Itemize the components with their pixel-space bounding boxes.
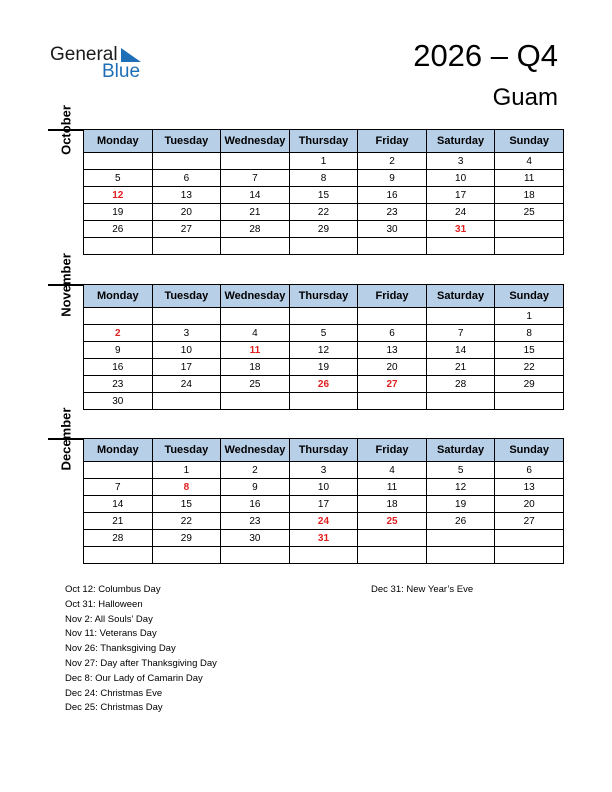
day-cell: 31 (289, 530, 358, 547)
holiday-note: Dec 31: New Year’s Eve (371, 584, 474, 595)
day-cell: 27 (358, 376, 427, 393)
day-cell (84, 153, 153, 170)
day-cell (221, 308, 290, 325)
day-cell (358, 308, 427, 325)
day-cell: 9 (358, 170, 427, 187)
day-cell: 30 (84, 393, 153, 410)
day-cell (84, 462, 153, 479)
day-cell: 23 (221, 513, 290, 530)
week-row (84, 462, 564, 479)
weekday-header: Sunday (495, 439, 564, 462)
day-cell: 13 (152, 187, 221, 204)
day-cell: 30 (221, 530, 290, 547)
day-cell: 2 (358, 153, 427, 170)
day-cell (152, 238, 221, 255)
month-side-label (48, 105, 83, 155)
day-cell (152, 153, 221, 170)
day-cell: 18 (495, 187, 564, 204)
day-cell (426, 393, 495, 410)
day-cell: 3 (426, 153, 495, 170)
day-cell: 10 (426, 170, 495, 187)
week-row (84, 342, 564, 359)
weekday-header: Monday (84, 439, 153, 462)
holiday-note: Nov 2: All Souls’ Day (65, 613, 153, 625)
day-cell (84, 238, 153, 255)
day-cell (152, 393, 221, 410)
week-row (84, 153, 564, 170)
week-row (84, 170, 564, 187)
calendar-table (83, 438, 564, 564)
week-row (84, 513, 564, 530)
day-cell: 15 (152, 496, 221, 513)
day-cell: 15 (289, 187, 358, 204)
day-cell: 16 (358, 187, 427, 204)
day-cell: 1 (152, 462, 221, 479)
week-row (84, 238, 564, 255)
day-cell: 1 (289, 153, 358, 170)
day-cell: 24 (152, 376, 221, 393)
weekday-header: Wednesday (221, 285, 290, 308)
day-cell (152, 547, 221, 564)
day-cell: 14 (84, 496, 153, 513)
week-row (84, 187, 564, 204)
day-cell: 12 (84, 187, 153, 204)
day-cell: 11 (221, 342, 290, 359)
holiday-notes-right (371, 583, 473, 598)
weekday-header: Tuesday (152, 285, 221, 308)
weekday-header: Friday (358, 285, 427, 308)
week-row (84, 479, 564, 496)
day-cell: 19 (426, 496, 495, 513)
week-row (84, 393, 564, 410)
calendar-table (83, 284, 564, 410)
day-cell: 5 (289, 325, 358, 342)
day-cell: 25 (495, 204, 564, 221)
day-cell: 20 (152, 204, 221, 221)
week-row (84, 376, 564, 393)
day-cell (221, 153, 290, 170)
day-cell (358, 530, 427, 547)
weekday-header: Wednesday (221, 439, 290, 462)
day-cell: 16 (221, 496, 290, 513)
country-name: Guam (492, 84, 558, 111)
holiday-note: Oct 31: Halloween (65, 598, 143, 610)
day-cell: 10 (289, 479, 358, 496)
day-cell: 7 (426, 325, 495, 342)
day-cell: 6 (152, 170, 221, 187)
holiday-note: Dec 24: Christmas Eve (65, 687, 163, 699)
calendar-table (83, 129, 564, 255)
day-cell: 7 (84, 479, 153, 496)
day-cell (426, 530, 495, 547)
weekday-header: Wednesday (221, 130, 290, 153)
month-name: December (58, 407, 73, 471)
weekday-header: Tuesday (152, 439, 221, 462)
day-cell: 14 (221, 187, 290, 204)
day-cell: 20 (495, 496, 564, 513)
day-cell: 21 (84, 513, 153, 530)
day-cell: 4 (221, 325, 290, 342)
day-cell (152, 308, 221, 325)
day-cell: 7 (221, 170, 290, 187)
day-cell: 9 (84, 342, 153, 359)
day-cell: 11 (495, 170, 564, 187)
day-cell: 17 (152, 359, 221, 376)
day-cell (495, 393, 564, 410)
day-cell: 15 (495, 342, 564, 359)
weekday-header: Monday (84, 285, 153, 308)
day-cell: 13 (358, 342, 427, 359)
day-cell (289, 393, 358, 410)
holiday-note: Nov 26: Thanksgiving Day (65, 643, 176, 655)
holiday-note: Nov 11: Veterans Day (65, 628, 157, 640)
day-cell: 6 (495, 462, 564, 479)
weekday-header: Thursday (289, 439, 358, 462)
day-cell: 22 (152, 513, 221, 530)
day-cell: 29 (495, 376, 564, 393)
weekday-header: Friday (358, 439, 427, 462)
day-cell (426, 547, 495, 564)
day-cell: 17 (289, 496, 358, 513)
holiday-notes-left (65, 583, 217, 716)
day-cell: 21 (426, 359, 495, 376)
week-row (84, 496, 564, 513)
day-cell: 12 (289, 342, 358, 359)
day-cell (221, 547, 290, 564)
day-cell: 19 (84, 204, 153, 221)
day-cell: 11 (358, 479, 427, 496)
page-title: 2026 – Q4 (413, 38, 558, 73)
day-cell (426, 308, 495, 325)
weekday-header: Friday (358, 130, 427, 153)
day-cell: 8 (152, 479, 221, 496)
day-cell (426, 238, 495, 255)
day-cell (495, 530, 564, 547)
day-cell: 28 (426, 376, 495, 393)
day-cell (495, 221, 564, 238)
week-row (84, 359, 564, 376)
day-cell: 8 (289, 170, 358, 187)
weekday-header: Monday (84, 130, 153, 153)
day-cell: 4 (495, 153, 564, 170)
day-cell: 12 (426, 479, 495, 496)
week-row (84, 547, 564, 564)
week-row (84, 204, 564, 221)
day-cell: 18 (221, 359, 290, 376)
day-cell (84, 547, 153, 564)
logo (50, 44, 150, 84)
holiday-note: Dec 8: Our Lady of Camarin Day (65, 672, 203, 684)
logo-triangle-icon (121, 48, 141, 62)
day-cell: 22 (495, 359, 564, 376)
day-cell: 23 (358, 204, 427, 221)
day-cell: 28 (221, 221, 290, 238)
day-cell: 20 (358, 359, 427, 376)
day-cell: 26 (84, 221, 153, 238)
day-cell: 2 (84, 325, 153, 342)
day-cell: 16 (84, 359, 153, 376)
weekday-header: Thursday (289, 285, 358, 308)
day-cell (289, 238, 358, 255)
day-cell: 4 (358, 462, 427, 479)
day-cell (358, 393, 427, 410)
day-cell (289, 308, 358, 325)
month-name: October (58, 105, 73, 155)
weekday-header-row (84, 439, 564, 462)
day-cell: 25 (221, 376, 290, 393)
week-row (84, 325, 564, 342)
day-cell: 10 (152, 342, 221, 359)
day-cell: 9 (221, 479, 290, 496)
day-cell: 23 (84, 376, 153, 393)
day-cell (84, 308, 153, 325)
weekday-header: Sunday (495, 130, 564, 153)
day-cell: 3 (289, 462, 358, 479)
day-cell: 29 (152, 530, 221, 547)
day-cell: 28 (84, 530, 153, 547)
weekday-header: Sunday (495, 285, 564, 308)
holiday-note: Oct 12: Columbus Day (65, 584, 161, 595)
day-cell: 22 (289, 204, 358, 221)
week-row (84, 530, 564, 547)
day-cell (221, 393, 290, 410)
day-cell: 6 (358, 325, 427, 342)
week-row (84, 308, 564, 325)
day-cell: 14 (426, 342, 495, 359)
weekday-header-row (84, 130, 564, 153)
day-cell: 29 (289, 221, 358, 238)
day-cell (495, 238, 564, 255)
week-row (84, 221, 564, 238)
weekday-header: Thursday (289, 130, 358, 153)
day-cell: 30 (358, 221, 427, 238)
logo-blue-text: Blue (102, 61, 141, 82)
day-cell: 24 (289, 513, 358, 530)
day-cell: 26 (426, 513, 495, 530)
weekday-header: Tuesday (152, 130, 221, 153)
month-name: November (58, 253, 73, 317)
day-cell: 2 (221, 462, 290, 479)
day-cell (289, 547, 358, 564)
day-cell: 21 (221, 204, 290, 221)
day-cell: 5 (426, 462, 495, 479)
day-cell: 17 (426, 187, 495, 204)
day-cell: 27 (495, 513, 564, 530)
weekday-header: Saturday (426, 130, 495, 153)
day-cell: 26 (289, 376, 358, 393)
day-cell: 18 (358, 496, 427, 513)
day-cell: 8 (495, 325, 564, 342)
day-cell: 3 (152, 325, 221, 342)
weekday-header: Saturday (426, 285, 495, 308)
day-cell: 31 (426, 221, 495, 238)
day-cell: 13 (495, 479, 564, 496)
weekday-header: Saturday (426, 439, 495, 462)
day-cell: 1 (495, 308, 564, 325)
day-cell: 27 (152, 221, 221, 238)
month-side-label (48, 407, 83, 471)
day-cell: 24 (426, 204, 495, 221)
day-cell (221, 238, 290, 255)
weekday-header-row (84, 285, 564, 308)
day-cell (358, 238, 427, 255)
day-cell: 5 (84, 170, 153, 187)
day-cell: 25 (358, 513, 427, 530)
day-cell: 19 (289, 359, 358, 376)
day-cell (495, 547, 564, 564)
holiday-note: Dec 25: Christmas Day (65, 702, 163, 714)
month-side-label (48, 253, 83, 317)
logo-general-text: General (50, 44, 118, 65)
holiday-note: Nov 27: Day after Thanksgiving Day (65, 657, 217, 669)
day-cell (358, 547, 427, 564)
